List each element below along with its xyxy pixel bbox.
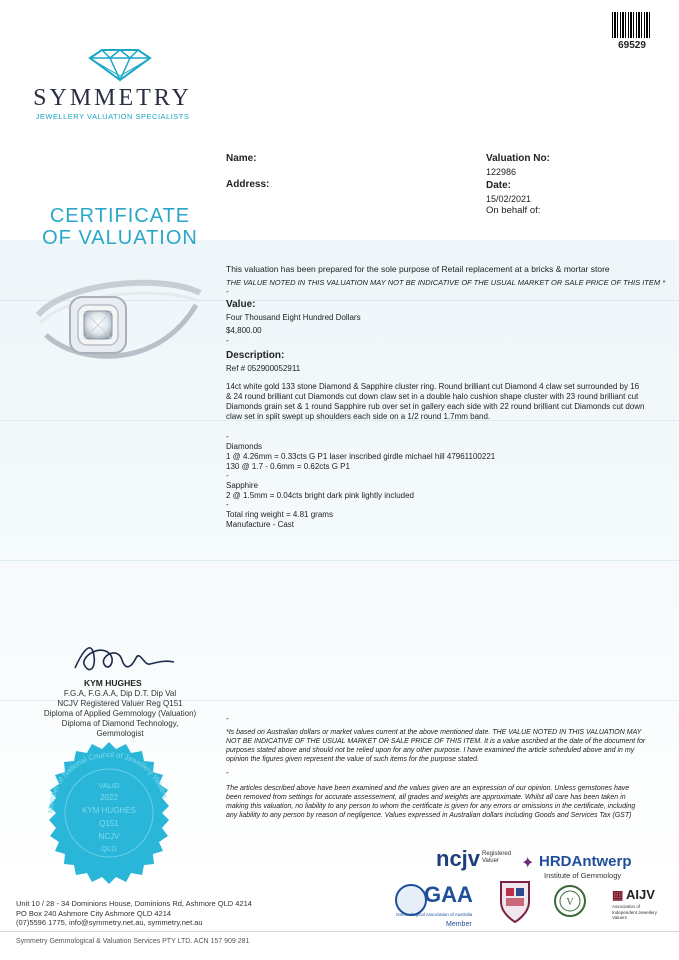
aijv-logo: AIJV [626, 887, 655, 902]
certificate-title-line1: CERTIFICATE [49, 205, 191, 227]
background-line [0, 560, 679, 561]
valuer-credentials [20, 689, 220, 739]
description-heading: Description: [226, 350, 285, 361]
reference-number: Ref # 052900052911 [226, 364, 301, 373]
ncjv-subtitle-1: Registered [482, 851, 512, 857]
purpose-warning: THE VALUE NOTED IN THIS VALUATION MAY NOT BE INDICATIVE OF THE USUAL MARKET OR SALE PRICE OF THIS ITEM * [226, 278, 666, 287]
seal-text-2: 2022 [100, 793, 118, 802]
footer-legal: Symmetry Gemmological & Valuation Services PTY LTD. ACN 157 909 281 [16, 938, 250, 945]
dash-separator: - [226, 287, 229, 296]
purpose-statement: This valuation has been prepared for the sole purpose of Retail replacement at a bricks & mortar store [226, 264, 610, 274]
brand-name: SYMMETRY [33, 85, 192, 111]
barcode-number: 69529 [618, 40, 646, 51]
aijv-grid-icon: ▦ [612, 888, 624, 902]
crest-icon [498, 878, 532, 924]
gaa-subtitle: Gemmological Association of Australia [396, 912, 473, 917]
dash-separator: - [226, 432, 229, 441]
value-amount: $4,800.00 [226, 326, 262, 335]
diamond-logo-icon [88, 48, 152, 82]
valuer-credential-1: F.G.A, F.G.A.A, Dip D.T. Dip Val [63, 689, 177, 698]
hrd-subtitle: Institute of Gemmology [544, 871, 622, 880]
certificate-title-line2: OF VALUATION [42, 227, 198, 249]
ncjv-logo: ncjv [436, 846, 481, 871]
value-heading: Value: [226, 299, 256, 310]
seal-text-6: QLD [101, 844, 117, 853]
address-label: Address: [226, 179, 270, 190]
total-weight: Total ring weight = 4.81 grams [226, 510, 333, 519]
sapphire-detail-1: 2 @ 1.5mm = 0.04cts bright dark pink lightly included [226, 491, 414, 500]
sapphire-heading: Sapphire [226, 481, 259, 490]
footer-address-line2: PO Box 240 Ashmore City Ashmore QLD 4214 [16, 908, 172, 918]
dash-separator: - [226, 336, 229, 345]
valuer-credential-2: NCJV Registered Valuer Reg Q151 [57, 699, 183, 708]
valuers-emblem-icon [553, 884, 587, 918]
disclaimer-text: The articles described above have been examined and the values given are an expression of our opinion. Unless gemstones have been removed from settings for accurate assessement, all grades and weights are approximate. Whilst all care has been taken in making this valuation, no liability to any person to whom the certificate is given for any errors or omissions in the certificate, including any liability to any person by reason of negligence. Values expressed in Australian dollars including Goods and Services Tax (GST) [226, 785, 636, 819]
diamond-detail-2: 130 @ 1.7 - 0.6mm = 0.62cts G P1 [226, 462, 350, 471]
date-label: Date: [486, 180, 512, 191]
ncjv-seal [36, 740, 182, 886]
svg-text:V: V [566, 897, 574, 908]
ncjv-subtitle [482, 851, 511, 865]
valuation-number-label: Valuation No: [486, 153, 550, 164]
seal-text-5: NCJV [98, 832, 120, 841]
item-description: 14ct white gold 133 stone Diamond & Sapphire cluster ring. Round brilliant cut Diamond 4 claw set surrounded by 16 & 24 round brilliant cut Diamonds cut down claw set in a double halo cushion shape cluster with 23 round brilliant cut Diamonds grain set & 1 round Sapphire rub over set in gallery each side with 22 round brilliant cut Diamonds cut down claw set in split swept up shoulders each side on a 1/2 round 1.7mm band. [226, 382, 645, 421]
dash-separator: - [226, 471, 229, 480]
seal-ring-text: Member of National Council of Jewellery Valuers [45, 749, 170, 814]
brand-tagline: JEWELLERY VALUATION SPECIALISTS [35, 112, 190, 121]
market-value-note: *Is based on Australian dollars or market values current at the above mentioned date. THE VALUE NOTED IN THIS VALUATION MAY NOT BE INDICATIVE OF THE USUAL MARKET OR SALE PRICE OF THIS ITEM. It is a value ascribed at the date of the document for purposes stated above and should not be relied upon for any other purpose. I have examined the article scheduled above and in my opinion the figures given represent the value of such items for the purpose stated. [226, 729, 646, 763]
dash-separator: - [226, 500, 229, 509]
ncjv-subtitle-2: Valuer [482, 858, 499, 864]
certificate-title [30, 205, 210, 249]
dash-separator: - [226, 714, 229, 723]
seal-text-3: KYM HUGHES [82, 806, 136, 815]
footer-address [16, 899, 252, 928]
valuer-credential-5: Gemmologist [96, 729, 144, 738]
aijv-subtitle: Association of Independent Jewellery Valuers [612, 904, 658, 920]
diamonds-heading: Diamonds [226, 442, 263, 451]
valuer-signature [70, 636, 180, 678]
gaa-member-label: Member [446, 921, 472, 928]
gaa-logo: GAA [424, 882, 473, 907]
footer-divider [0, 931, 679, 932]
seal-text-4: Q151 [99, 819, 119, 828]
seal-text-1: VALID [98, 781, 120, 790]
footer-contact: (07)5596 1775, info@symmetry.net.au, symmetry.net.au [16, 918, 203, 927]
manufacture-method: Manufacture - Cast [226, 520, 295, 529]
valuer-name: KYM HUGHES [84, 678, 142, 688]
value-in-words: Four Thousand Eight Hundred Dollars [226, 313, 361, 322]
valuation-number: 122986 [486, 167, 517, 177]
diamond-detail-1: 1 @ 4.26mm = 0.33cts G P1 laser inscribed girdle michael hill 47961100221 [226, 452, 496, 461]
ring-photo [28, 275, 208, 385]
footer-address-line1: Unit 10 / 28 - 34 Dominions House, Dominions Rd, Ashmore QLD 4214 [16, 899, 252, 908]
valuer-credential-3: Diploma of Applied Gemmology (Valuation) [43, 709, 197, 718]
on-behalf-label: On behalf of: [486, 205, 541, 216]
hrd-logo: HRDAntwerp [539, 853, 632, 870]
name-label: Name: [226, 153, 257, 164]
hrd-star-icon: ✦ [521, 855, 535, 872]
valuer-credential-4: Diploma of Diamond Technology, [61, 719, 179, 728]
barcode [612, 12, 652, 38]
dash-separator: - [226, 768, 229, 777]
valuation-date: 15/02/2021 [486, 194, 532, 204]
